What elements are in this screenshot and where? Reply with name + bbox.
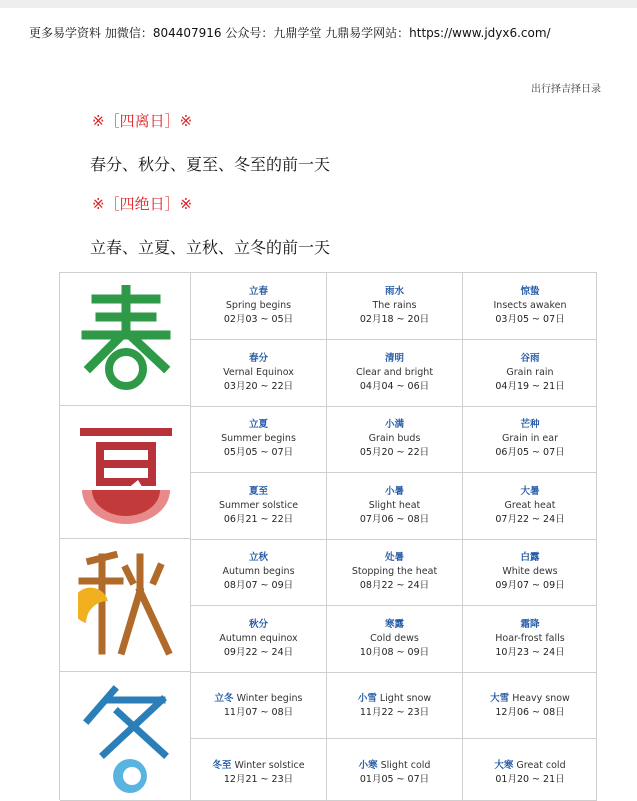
term-name-en: Spring begins: [225, 300, 292, 311]
term-date: 03月20 ~ 22日: [223, 381, 294, 392]
term-name-cn: 寒露: [384, 619, 404, 630]
term-name-cn: 小雪: [357, 693, 377, 704]
autumn-logo-icon: [78, 551, 174, 661]
term-name-en: White dews: [502, 566, 558, 577]
term-cell: [463, 539, 597, 606]
term-name-en: Hoar-frost falls: [495, 633, 565, 644]
term-date: 06月21 ~ 22日: [223, 514, 294, 525]
term-date: 01月20 ~ 21日: [495, 774, 565, 785]
term-name-cn: 夏至: [248, 486, 268, 497]
term-cell: [191, 473, 327, 540]
term-name-en: Grain rain: [506, 367, 554, 378]
term-name-cn: 白露: [520, 552, 540, 563]
page-label: 出行择吉择日录: [531, 84, 601, 95]
term-name-en: Summer begins: [221, 433, 296, 444]
term-name-cn: 立春: [248, 286, 268, 297]
term-name-cn: 大寒: [494, 760, 514, 771]
term-date: 12月21 ~ 23日: [223, 774, 294, 785]
season-autumn-logo: [60, 539, 191, 672]
term-name-en: Winter begins: [236, 693, 303, 704]
term-name-cn: 冬至: [212, 760, 232, 771]
section-body-sijue: 立春、立夏、立秋、立冬的前一天: [90, 238, 331, 257]
term-cell: [463, 739, 597, 801]
term-date: 06月05 ~ 07日: [495, 447, 565, 458]
term-cell: [327, 273, 463, 340]
term-date: 07月06 ~ 08日: [359, 514, 430, 525]
term-date: 04月04 ~ 06日: [359, 381, 430, 392]
term-name-cn: 立秋: [248, 552, 268, 563]
top-bar: [0, 0, 637, 8]
term-name-cn: 立夏: [248, 419, 268, 430]
term-cell: [463, 672, 597, 739]
term-name-cn: 大暑: [520, 486, 540, 497]
term-name-cn: 霜降: [520, 619, 540, 630]
term-date: 11月07 ~ 08日: [223, 707, 294, 718]
term-date: 05月05 ~ 07日: [223, 447, 294, 458]
term-date: 11月22 ~ 23日: [359, 707, 430, 718]
term-cell: [191, 539, 327, 606]
term-cell: [327, 606, 463, 673]
section-title-sili: ※［四离日］※: [92, 112, 193, 130]
term-name-cn: 小满: [384, 419, 404, 430]
term-name-en: Great heat: [504, 500, 556, 511]
term-name-cn: 芒种: [520, 419, 540, 430]
term-date: 09月07 ~ 09日: [495, 580, 565, 591]
term-name-en: Winter solstice: [234, 760, 305, 771]
term-name-cn: 秋分: [248, 619, 268, 630]
term-date: 02月18 ~ 20日: [359, 314, 430, 325]
term-name-en: Heavy snow: [512, 693, 570, 704]
term-name-cn: 小暑: [384, 486, 404, 497]
summer-logo-icon: [78, 418, 174, 528]
term-cell: [191, 606, 327, 673]
term-cell: [191, 739, 327, 801]
term-name-cn: 清明: [384, 353, 404, 364]
term-cell: [327, 340, 463, 407]
term-date: 01月05 ~ 07日: [359, 774, 430, 785]
term-cell: [191, 672, 327, 739]
term-name-en: Slight heat: [368, 500, 421, 511]
term-date: 09月22 ~ 24日: [223, 647, 294, 658]
term-name-cn: 立冬: [214, 693, 234, 704]
term-date: 10月08 ~ 09日: [359, 647, 430, 658]
term-cell: [327, 539, 463, 606]
term-date: 10月23 ~ 24日: [495, 647, 565, 658]
section-title-sijue: ※［四绝日］※: [92, 195, 193, 213]
term-date: 12月06 ~ 08日: [495, 707, 565, 718]
term-name-en: Cold dews: [370, 633, 419, 644]
term-name-en: Clear and bright: [355, 367, 434, 378]
term-cell: [463, 473, 597, 540]
term-date: 07月22 ~ 24日: [495, 514, 565, 525]
term-name-en: Autumn begins: [222, 566, 295, 577]
term-cell: [327, 672, 463, 739]
winter-logo-icon: [78, 684, 174, 794]
term-name-en: Grain in ear: [501, 433, 559, 444]
season-summer-logo: [60, 406, 191, 539]
term-date: 05月20 ~ 22日: [359, 447, 430, 458]
term-name-en: Summer solstice: [218, 500, 299, 511]
term-name-en: Insects awaken: [493, 300, 567, 311]
term-cell: [463, 406, 597, 473]
term-cell: [463, 606, 597, 673]
term-name-en: Slight cold: [380, 760, 431, 771]
term-cell: [191, 273, 327, 340]
term-name-en: The rains: [372, 300, 417, 311]
term-cell: [463, 340, 597, 407]
term-name-en: Grain buds: [368, 433, 421, 444]
term-name-en: Stopping the heat: [351, 566, 438, 577]
term-date: 03月05 ~ 07日: [495, 314, 565, 325]
solar-terms-table: [59, 272, 597, 800]
term-name-cn: 大雪: [490, 693, 510, 704]
term-cell: [327, 739, 463, 801]
term-name-cn: 雨水: [384, 286, 404, 297]
term-name-cn: 小寒: [358, 760, 378, 771]
term-name-cn: 春分: [248, 353, 268, 364]
term-name-en: Autumn equinox: [219, 633, 298, 644]
header-banner: 更多易学资料 加微信：804407916 公众号：九鼎学堂 九鼎易学网站：https://www.jdyx6.com/: [29, 26, 551, 40]
term-name-cn: 惊蛰: [520, 286, 540, 297]
term-cell: [191, 340, 327, 407]
term-name-cn: 处暑: [384, 552, 404, 563]
term-cell: [191, 406, 327, 473]
term-name-en: Light snow: [379, 693, 432, 704]
term-cell: [327, 473, 463, 540]
term-cell: [327, 406, 463, 473]
season-spring-logo: [60, 273, 191, 406]
term-name-en: Vernal Equinox: [223, 367, 294, 378]
term-date: 08月22 ~ 24日: [359, 580, 430, 591]
spring-logo-icon: [78, 285, 174, 395]
term-name-en: Great cold: [516, 760, 566, 771]
term-date: 02月03 ~ 05日: [223, 314, 294, 325]
term-date: 08月07 ~ 09日: [223, 580, 294, 591]
season-winter-logo: [60, 672, 191, 801]
term-cell: [463, 273, 597, 340]
section-body-sili: 春分、秋分、夏至、冬至的前一天: [90, 155, 331, 174]
term-date: 04月19 ~ 21日: [495, 381, 565, 392]
term-name-cn: 谷雨: [520, 353, 540, 364]
